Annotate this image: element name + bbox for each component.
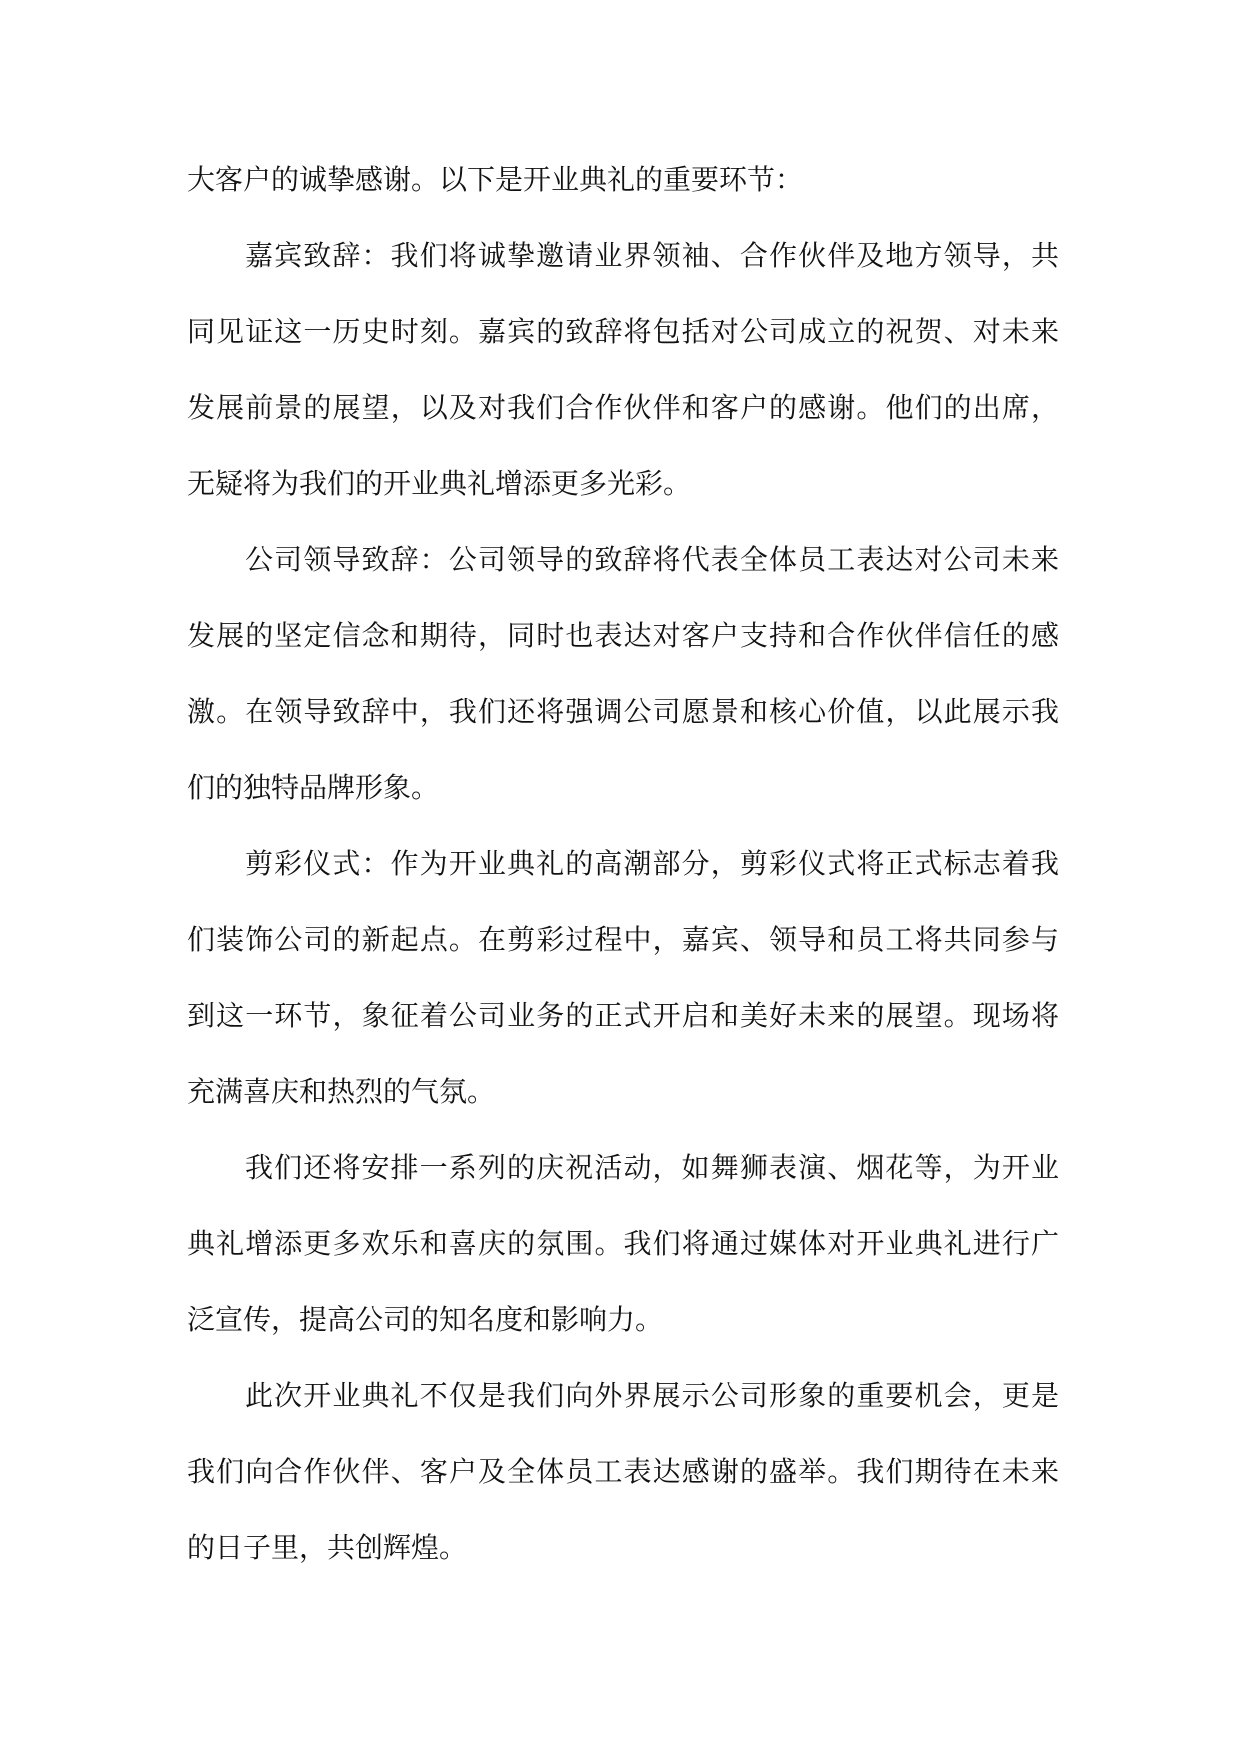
paragraph-guest-speech-line: 无疑将为我们的开业典礼增添更多光彩。 (187, 467, 692, 500)
text-line: 大客户的诚挚感谢。以下是开业典礼的重要环节： (187, 163, 804, 196)
paragraph-leader-speech-line: 激。在领导致辞中，我们还将强调公司愿景和核心价值，以此展示我 (187, 695, 1059, 728)
paragraph-closing-line: 的日子里，共创辉煌。 (187, 1531, 468, 1564)
paragraph-ribbon-cutting-line: 充满喜庆和热烈的气氛。 (187, 1075, 496, 1108)
paragraph-ribbon-cutting-line: 剪彩仪式：作为开业典礼的高潮部分，剪彩仪式将正式标志着我 (245, 847, 1059, 880)
paragraph-guest-speech-line: 嘉宾致辞：我们将诚挚邀请业界领袖、合作伙伴及地方领导，共 (245, 239, 1059, 272)
paragraph-leader-speech-line: 发展的坚定信念和期待，同时也表达对客户支持和合作伙伴信任的感 (187, 619, 1059, 652)
paragraph-celebration-line: 典礼增添更多欢乐和喜庆的氛围。我们将通过媒体对开业典礼进行广 (187, 1227, 1059, 1260)
paragraph-guest-speech-line: 发展前景的展望，以及对我们合作伙伴和客户的感谢。他们的出席， (187, 391, 1059, 424)
paragraph-guest-speech-line: 同见证这一历史时刻。嘉宾的致辞将包括对公司成立的祝贺、对未来 (187, 315, 1059, 348)
paragraph-closing-line: 我们向合作伙伴、客户及全体员工表达感谢的盛举。我们期待在未来 (187, 1455, 1059, 1488)
paragraph-celebration-line: 我们还将安排一系列的庆祝活动，如舞狮表演、烟花等，为开业 (245, 1151, 1059, 1184)
document-body (187, 142, 1059, 1586)
paragraph-celebration-line: 泛宣传，提高公司的知名度和影响力。 (187, 1303, 664, 1336)
paragraph-closing-line: 此次开业典礼不仅是我们向外界展示公司形象的重要机会，更是 (245, 1379, 1059, 1412)
paragraph-leader-speech-line: 公司领导致辞：公司领导的致辞将代表全体员工表达对公司未来 (245, 543, 1059, 576)
paragraph-leader-speech-line: 们的独特品牌形象。 (187, 771, 440, 804)
paragraph-ribbon-cutting-line: 到这一环节，象征着公司业务的正式开启和美好未来的展望。现场将 (187, 999, 1059, 1032)
paragraph-ribbon-cutting-line: 们装饰公司的新起点。在剪彩过程中，嘉宾、领导和员工将共同参与 (187, 923, 1059, 956)
